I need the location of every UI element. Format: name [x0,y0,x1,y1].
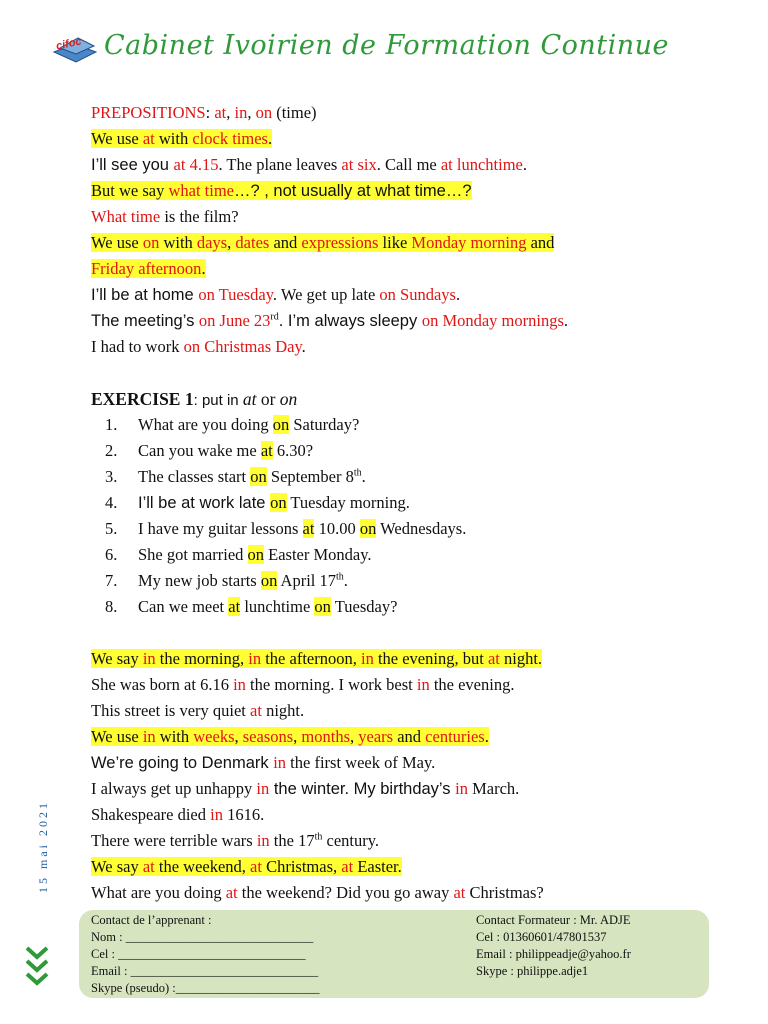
learner-name-field[interactable]: Nom : ______________________________ [91,930,314,944]
example-text: . The plane leaves [218,155,342,174]
example-text: What are you doing [91,883,226,902]
example-prep-phrase: at lunchtime [440,155,523,174]
exercise-item [105,542,731,568]
rule-text: and [526,233,555,252]
rule-keyword: centuries [425,727,485,746]
example-line [91,828,731,854]
example-line [91,672,731,698]
rule-highlight [91,649,542,668]
learner-skype-field[interactable]: Skype (pseudo) :_______________________ [91,981,320,995]
rule-text: . [267,129,273,148]
rule-what-time [91,178,731,204]
example-prep: in [210,805,223,824]
item-text: Tuesday morning. [286,493,410,512]
item-number: 3. [105,467,118,486]
example-prep: in [273,753,287,772]
item-number: 1. [105,415,118,434]
rule-highlight [91,181,472,200]
example-line [91,334,731,360]
example-prep-phrase: on Sundays [379,285,456,304]
intro-line [91,100,731,126]
item-answer: on [314,597,331,616]
rule-text: and [269,233,302,252]
intro-time: (time) [276,103,317,122]
example-text: . Call me [376,155,441,174]
rule-prep: at [142,857,155,876]
item-text: The classes start [138,467,251,486]
example-line [91,308,731,334]
example-text: night. [261,701,305,720]
rule-highlight [91,857,402,876]
example-prep-phrase: on June 23 [198,311,271,330]
rule-parts-of-day [91,646,731,672]
item-text: . [343,571,348,590]
learner-cel-field[interactable]: Cel : ______________________________ [91,947,306,961]
rule-text: the afternoon, [261,649,361,668]
exercise-title: EXERCISE 1 [91,389,194,409]
example-text: March. [467,779,520,798]
example-line [91,802,731,828]
example-text: The meeting’s [91,312,199,330]
rule-text: We use [91,129,143,148]
rule-text: We use [91,727,143,746]
item-text: . [361,467,366,486]
exercise-instruction: or [256,389,280,409]
example-text: I always get up unhappy [91,779,257,798]
rule-text: We say [91,649,143,668]
exercise-heading [91,386,731,412]
rule-days-dates-cont [91,256,731,282]
logo-text: cifoc [55,35,83,53]
rule-text: , [350,727,359,746]
rule-text: , [293,727,302,746]
item-text: lunchtime [240,597,315,616]
example-text: the first week of May. [286,753,436,772]
example-text: . We get up late [272,285,380,304]
rule-prep: in [142,727,156,746]
item-answer: on [250,467,267,486]
example-text: . [522,155,528,174]
exercise-list [105,412,731,620]
rule-text: with [159,233,197,252]
exercise-item [105,594,731,620]
example-text: I had to work [91,337,184,356]
example-text: the evening. [429,675,515,694]
rule-longer-periods [91,724,731,750]
exercise-item [105,568,731,594]
rule-keyword: months [301,727,351,746]
rule-text: the weekend, [154,857,251,876]
item-text: April 17 [277,571,336,590]
intro-on: on [255,103,273,122]
example-prep: in [416,675,430,694]
learner-contact-title: Contact de l’apprenant : [91,913,212,927]
example-text: the winter [269,780,345,798]
item-number: 8. [105,597,118,616]
ordinal-suffix: th [314,831,323,843]
example-text: There were terrible wars [91,831,257,850]
example-text: . [301,337,306,356]
exercise-instruction: : put in [193,392,243,409]
example-prep: in [256,831,270,850]
example-prep-phrase: What time [91,207,161,226]
rule-text: , [234,727,243,746]
item-text: Saturday? [289,415,360,434]
item-text: 10.00 [314,519,360,538]
item-answer: at [302,519,315,538]
example-prep: in [256,779,270,798]
example-text: Christmas? [465,883,544,902]
item-answer: on [272,415,290,434]
intro-colon: : [205,103,211,122]
example-text: We’re going to Denmark [91,754,274,772]
exercise-item [105,464,731,490]
rule-prep: in [142,649,156,668]
rule-prep: at [487,649,500,668]
ordinal-suffix: th [336,571,344,583]
example-prep: at [453,883,466,902]
trainer-contact-title: Contact Formateur : Mr. ADJE [476,913,631,927]
rule-keyword: seasons [242,727,294,746]
item-answer: on [260,571,278,590]
rule-prep: at [142,129,155,148]
item-text: Can you wake me [138,441,261,460]
rule-keyword: expressions [301,233,379,252]
triple-chevron-down-icon [24,944,50,988]
ordinal-suffix: th [353,467,362,479]
rule-text: We use [91,233,143,252]
exercise-item [105,438,731,464]
item-answer: at [228,597,241,616]
example-prep: in [455,779,468,798]
rule-text: with [155,727,194,746]
rule-text: Christmas, [261,857,342,876]
rule-text: . [201,259,206,278]
example-text: the 17 [269,831,315,850]
trainer-cel: Cel : 01360601/47801537 [476,930,607,944]
example-text: . [563,311,569,330]
example-line [91,750,731,776]
rule-keyword: dates [235,233,270,252]
intro-in: in [234,103,248,122]
prepositions-label: PREPOSITIONS [91,103,206,122]
example-line [91,204,731,230]
example-text: . [455,285,461,304]
rule-prep: in [248,649,262,668]
item-answer: on [359,519,377,538]
example-line [91,776,731,802]
intro-comma-1: , [226,103,231,122]
example-text: is the film? [160,207,239,226]
example-prep-phrase: at 4.15 [173,155,219,174]
item-text: I have my guitar lessons [138,519,303,538]
rule-text: the morning, [155,649,249,668]
example-text: . I’m always sleepy [278,312,422,330]
example-prep: at [225,883,238,902]
rule-text: , [227,233,236,252]
intro-at: at [214,103,227,122]
item-number: 6. [105,545,118,564]
item-text: Easter Monday. [264,545,372,564]
exercise-item [105,412,731,438]
item-text: 6.30? [272,441,314,460]
rule-highlight [91,233,554,252]
example-prep-phrase: at six [341,155,377,174]
rule-keyword: weeks [193,727,235,746]
item-text: Can we meet [138,597,229,616]
trainer-email[interactable]: Email : philippeadje@yahoo.fr [476,947,631,961]
example-prep: at [250,701,262,720]
rule-keyword: years [358,727,394,746]
item-number: 5. [105,519,118,538]
exercise-option-on: on [279,389,298,409]
rule-text: We say [91,857,143,876]
item-text: Tuesday? [330,597,398,616]
rule-keyword: what time [168,181,234,200]
item-number: 7. [105,571,118,590]
example-text: I’ll see you [91,156,174,174]
rule-highlight [91,259,206,278]
item-answer: on [247,545,265,564]
rule-keyword: clock times [192,129,268,148]
lesson-content [91,100,731,906]
page-header [50,28,730,68]
example-text: She was born at 6.16 [91,675,234,694]
item-text: What are you doing [138,415,273,434]
item-text: I’ll be at work late [138,494,271,512]
example-text: . My birthday’s [344,780,456,798]
cifoc-logo [50,30,100,66]
example-text: This street is very quiet [91,701,251,720]
item-number: 4. [105,493,118,512]
side-date: 15 mai 2021 [36,800,50,893]
rule-clock-times [91,126,731,152]
example-line [91,152,731,178]
example-text: century. [322,831,380,850]
rule-text: But we say [91,181,169,200]
example-line [91,698,731,724]
item-text: Wednesdays. [376,519,467,538]
item-answer: at [260,441,273,460]
example-text: the morning. I work best [245,675,417,694]
rule-keyword: Monday morning [411,233,527,252]
rule-prep: on [142,233,160,252]
example-line [91,880,731,906]
rule-keyword: days [196,233,228,252]
rule-prep: at [341,857,354,876]
rule-text: night. [499,649,543,668]
item-number: 2. [105,441,118,460]
rule-text: with [154,129,193,148]
rule-text: the evening, but [373,649,488,668]
rule-text: . [484,727,489,746]
exercise-item [105,516,731,542]
rule-text: like [378,233,412,252]
example-text: 1616. [222,805,265,824]
item-text: My new job starts [138,571,261,590]
rule-text: …? , not usually at what time…? [233,182,472,200]
page-title: Cabinet Ivoirien de Formation Continue [104,30,669,61]
example-prep-phrase: on Tuesday [198,285,273,304]
item-answer: on [270,493,287,512]
example-prep: in [233,675,246,694]
example-line [91,282,731,308]
rule-prep: at [250,857,262,876]
rule-highlight [91,727,489,746]
rule-text: Easter. [353,857,402,876]
rule-text: and [393,727,426,746]
trainer-skype: Skype : philippe.adje1 [476,964,589,978]
contact-box [79,910,709,998]
intro-comma-2: , [247,103,252,122]
ordinal-suffix: rd [270,311,279,323]
rule-prep: in [360,649,374,668]
rule-holidays [91,854,731,880]
rule-highlight [91,129,272,148]
learner-email-field[interactable]: Email : ______________________________ [91,964,319,978]
rule-keyword: Friday afternoon [91,259,202,278]
example-text: I’ll be at home [91,286,199,304]
example-prep-phrase: on Monday mornings [421,311,564,330]
example-prep-phrase: on Christmas Day [183,337,302,356]
exercise-option-at: at [242,389,257,409]
example-text: Shakespeare died [91,805,211,824]
item-text: September 8 [266,467,354,486]
example-text: the weekend? Did you go away [237,883,454,902]
rule-days-dates [91,230,731,256]
item-text: She got married [138,545,248,564]
exercise-item [105,490,731,516]
